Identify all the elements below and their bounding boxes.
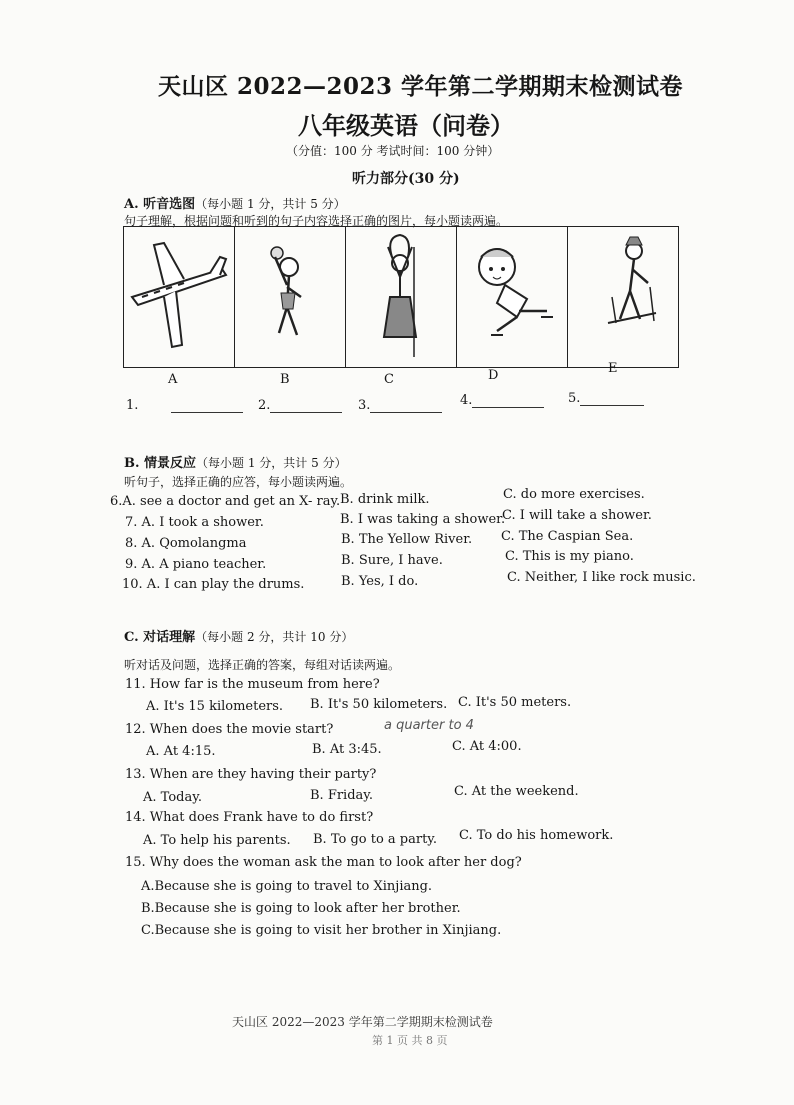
section-a-heading: [124, 193, 346, 212]
question-10-option-c[interactable]: C. Neither, I like rock music.: [507, 570, 696, 585]
ice-skater-icon: [457, 227, 567, 367]
answer-blank-1[interactable]: [126, 398, 243, 413]
section-b-title: B. 情景反应: [124, 456, 197, 471]
question-13: 13. When are they having their party?: [125, 767, 377, 782]
picture-a: [124, 227, 235, 367]
question-7-option-b[interactable]: B. I was taking a shower.: [340, 512, 506, 527]
section-c-title: C. 对话理解: [124, 630, 196, 645]
question-7-option-c[interactable]: C. I will take a shower.: [502, 508, 652, 523]
question-15: 15. Why does the woman ask the man to look after her dog?: [125, 855, 522, 870]
question-14-option-b[interactable]: B. To go to a party.: [313, 832, 438, 847]
question-13-option-b[interactable]: B. Friday.: [310, 788, 374, 803]
question-8-option-a[interactable]: 8. A. Qomolangma: [125, 536, 247, 551]
picture-label-e: E: [608, 361, 618, 376]
blank-line[interactable]: [580, 393, 644, 406]
page-footer: 天山区 2022—2023 学年第二学期期末检测试卷: [232, 1015, 493, 1029]
section-c-heading: [124, 626, 353, 645]
section-a-title: A. 听音选图: [124, 197, 196, 212]
blank-number: 4.: [460, 393, 473, 408]
question-11-option-c[interactable]: C. It's 50 meters.: [458, 695, 572, 710]
question-14: 14. What does Frank have to do first?: [125, 810, 374, 825]
question-12-option-b[interactable]: B. At 3:45.: [312, 742, 382, 757]
picture-d: [457, 227, 568, 367]
question-15-option-c[interactable]: C.Because she is going to visit her brother in Xinjiang.: [141, 923, 502, 938]
dancer-icon: [346, 227, 456, 367]
question-10-option-b[interactable]: B. Yes, I do.: [341, 574, 419, 589]
question-14-option-c[interactable]: C. To do his homework.: [459, 828, 614, 843]
section-c-note: （每小题 2 分，共计 10 分）: [195, 630, 354, 644]
handwritten-note: a quarter to 4: [384, 718, 474, 733]
blank-line[interactable]: [472, 395, 544, 408]
question-12-option-a[interactable]: A. At 4:15.: [146, 744, 216, 759]
airplane-icon: [124, 227, 234, 367]
exam-subtitle: 八年级英语（问卷）: [298, 111, 514, 140]
answer-blank-4[interactable]: [460, 393, 544, 408]
blank-line[interactable]: [370, 400, 442, 413]
question-13-option-a[interactable]: A. Today.: [143, 790, 202, 805]
listening-part-heading: 听力部分(30 分): [352, 171, 460, 187]
skier-icon: [568, 227, 678, 367]
question-7-option-a[interactable]: 7. A. I took a shower.: [125, 515, 264, 530]
question-12-option-c[interactable]: C. At 4:00.: [452, 739, 522, 754]
section-a-instruction: 句子理解，根据问题和听到的句子内容选择正确的图片，每小题读两遍。: [124, 214, 509, 228]
question-6-option-c[interactable]: C. do more exercises.: [503, 487, 645, 502]
picture-label-d: D: [488, 368, 499, 383]
question-15-option-b[interactable]: B.Because she is going to look after her brother.: [141, 901, 461, 916]
question-8-option-b[interactable]: B. The Yellow River.: [341, 532, 473, 547]
question-9-option-a[interactable]: 9. A. A piano teacher.: [125, 557, 267, 572]
picture-c: [346, 227, 457, 367]
question-15-option-a[interactable]: A.Because she is going to travel to Xinjiang.: [141, 879, 433, 894]
blank-number: 1.: [126, 398, 139, 413]
question-11-option-a[interactable]: A. It's 15 kilometers.: [146, 699, 284, 714]
picture-label-b: B: [280, 372, 290, 387]
picture-b: [235, 227, 346, 367]
picture-label-a: A: [168, 372, 178, 387]
page-number: 第 1 页 共 8 页: [372, 1034, 448, 1047]
exam-title: 天山区 2022—2023 学年第二学期期末检测试卷: [158, 73, 684, 100]
blank-number: 5.: [568, 391, 581, 406]
answer-blank-3[interactable]: [358, 398, 442, 413]
section-a-note: （每小题 1 分，共计 5 分）: [195, 197, 346, 211]
question-11-option-b[interactable]: B. It's 50 kilometers.: [310, 697, 448, 712]
blank-line[interactable]: [270, 400, 342, 413]
question-6-option-a[interactable]: 6.A. see a doctor and get an X- ray.: [110, 494, 341, 509]
blank-number: 3.: [358, 398, 371, 413]
section-b-instruction: 听句子，选择正确的应答，每小题读两遍。: [124, 475, 353, 489]
picture-e: [568, 227, 678, 367]
section-b-heading: [124, 452, 347, 471]
section-c-instruction: 听对话及问题，选择正确的答案，每组对话读两遍。: [124, 658, 401, 672]
picture-label-c: C: [384, 372, 394, 387]
answer-blank-5[interactable]: [568, 391, 644, 406]
question-11: 11. How far is the museum from here?: [125, 677, 380, 692]
section-b-note: （每小题 1 分，共计 5 分）: [196, 456, 347, 470]
question-6-option-b[interactable]: B. drink milk.: [340, 492, 430, 507]
question-10-option-a[interactable]: 10. A. I can play the drums.: [122, 577, 305, 592]
question-14-option-a[interactable]: A. To help his parents.: [143, 833, 291, 848]
question-12: 12. When does the movie start?: [125, 722, 334, 737]
blank-line[interactable]: [171, 400, 243, 413]
question-13-option-c[interactable]: C. At the weekend.: [454, 784, 579, 799]
question-9-option-c[interactable]: C. This is my piano.: [505, 549, 634, 564]
question-8-option-c[interactable]: C. The Caspian Sea.: [501, 529, 634, 544]
answer-blank-2[interactable]: [258, 398, 342, 413]
blank-number: 2.: [258, 398, 271, 413]
basketball-player-icon: [235, 227, 345, 367]
question-9-option-b[interactable]: B. Sure, I have.: [341, 553, 443, 568]
exam-meta: （分值：100 分 考试时间：100 分钟）: [286, 144, 500, 158]
picture-options: [123, 226, 679, 368]
